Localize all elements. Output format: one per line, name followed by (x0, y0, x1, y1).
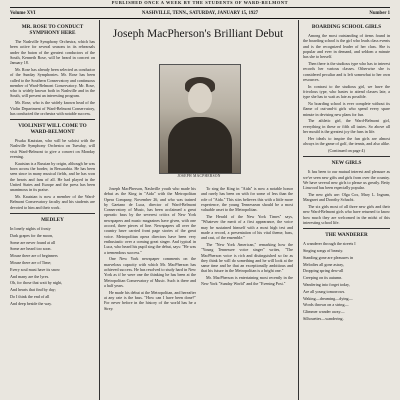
poem-line: Oh, for those that wait by night, (10, 280, 63, 286)
story-separator (303, 156, 390, 157)
masthead-bottom-rule (10, 18, 390, 19)
feature-paragraph: Mr. MacPherson is entertaining most recently in the New York "Sunday World" and the "Evening Post." (201, 275, 293, 286)
medley-headline: MEDLEY (41, 217, 64, 224)
poem-line: Mouse there are of beginners (10, 253, 58, 259)
feature-paragraph: Joseph MacPherson, Nashville youth who made his debut as the King in "Aida" with the Metropolitan Opera Company, November 26, and who was trained by Gaetano de Luca, director of Ward-Belmont Conservatory of Music, has been acclaimed a great operatic bass by the severest critics of New York newspapers and music magazines have given, with one accord, three pieces of line. Newspapers all over the country have carried front page stories of the great voice. Metropolitan opera directors have been very enthusiastic over a coming great singer. And typical in Luca, who heard his pupil sing the debut, says: "He was a tremendous success." (104, 186, 196, 255)
poem-line: Wandering into forget today, (303, 281, 350, 287)
violinist-headline: VIOLINIST WILL COME TO WARD-BELMONT (18, 123, 87, 136)
boarding-paragraph: Among the most outstanding of items found in the boarding school is the girl who leads class events and is the recognized leader of her class. She is popular and ever in demand, and seldom a minute has she to herself. (303, 33, 390, 60)
poem-line: Some are never found at all (10, 239, 56, 245)
masthead-top-rule (10, 7, 390, 8)
poem-line: Singing songs of beauty. (303, 248, 344, 253)
poem-line: Melodies all gone astray, (303, 261, 344, 267)
violinist-paragraph: Mr. Kautsian is now a member of the Ward-Belmont Conservatory faculty and his students are devoted to him and their work. (10, 194, 95, 210)
poem-line: Mouse there are of Time; (10, 260, 52, 265)
column-divider-right (298, 20, 299, 400)
boarding-headline: BOARDING SCHOOL GIRLS (311, 24, 382, 30)
poem-line: And many are the lyres. (10, 273, 50, 279)
column-divider-left (99, 20, 100, 400)
poem-line: In lonely nights of frosty (10, 226, 51, 232)
rose-paragraph: The Nashville Symphony Orchestra, which has been active for several seasons in its rehearsals under the baton of the greatest conductors of the South, Kenneth Rose, will be heard in concert on January 18. (10, 39, 95, 66)
violinist-paragraph: Pisaka Kautsian, who will be soloist with the Nashville Symphony Orchestra on Tuesday, will visit Ward-Belmont to give a concert on Monday evening. (10, 138, 95, 160)
boarding-paragraph: Her ideals to inspire the fun girls are almost always in the game of golf, the tennis, and also alike. (303, 135, 390, 147)
left-column (10, 22, 95, 400)
poem-line: Do I think the end of all (10, 293, 50, 299)
poem-line: A wanderer through the streets I (303, 241, 356, 247)
continued-note: (Continued on page 4) (328, 147, 365, 153)
boarding-paragraph: No boarding school is ever complete without its flame of out-and-it girls who spend every spare minute in devising new plans for fun. (303, 101, 390, 117)
rose-paragraph: Mr. Rose has already been selected as conductor of the Sunday Symphonies. Mr. Rose has been called to the Southern Conservatory and continuous member of Ward-Belmont Conservatory. Mr. Rose, who is widely known both in Nashville and in the South, will present an interesting program. (10, 66, 95, 99)
feature-paragraph: He made his debut at the Metropolitan, and hereafter at any rate is the bass. "How can I have been done?" For never before in the history of the world has he a Sirey. (104, 289, 196, 311)
poem-line: And hearts that find by day; (10, 287, 56, 293)
feature-paragraph: The "New York American," remarking how the "Young Tennessee voice singer" writes, "The MacPherson voice is rich and distinguished so far as they think he will do something and he will look at the same time and he that an exceptionally ambitious and that his future in the Metropolitan is a bright one." (201, 241, 293, 274)
portrait-photo (159, 64, 241, 174)
poem-line: And deep beside the way. (10, 300, 52, 306)
new-girls-headline: NEW GIRLS (331, 160, 362, 167)
violinist-paragraph: Kautsian is a Russian by origin, although he was born across the border, in Bessarabia. He has been seen since in many musical fields, and he has won the hearts and fans of all. He had played in the United States and Europe and the press has been unanimous in its praise. (10, 160, 95, 193)
boarding-paragraph: The athletic girl, the Ward-Belmont girl, everything in these or fifth all tastes. So above all her mould is the greatest joy the funs in life. (303, 118, 390, 135)
rose-paragraph: Mr. Rose, who is the widely known head of the Violin Department of Ward-Belmont Conservatory, has conducted the orchestra with notable success. (10, 100, 95, 116)
feature-paragraph: The Herald of the New York Times" says, "Whatever the merit of a first appearance, the voice may be sustained himself with a most high test and made a record, a presentation of his vital theme, bass, and cast, of the ensemble." (201, 213, 293, 241)
dateline: NASHVILLE, TENN., SATURDAY, JANUARY 15, 1927 (141, 11, 259, 16)
poem-line: Some are heard too soon. (10, 246, 52, 252)
boarding-paragraph: In contrast to the studious girl, we have the frivolous type, who hastes to attend classes late, a type she has to wait as late as possible. (303, 83, 390, 100)
poem-line: Dark grapes for the moon, (10, 232, 54, 238)
feature-column-1 (104, 186, 196, 398)
new-girls-paragraph: The new girls are: Olga Cox, Mary L. Ingram, Margaret and Dorothy Schacht. (303, 191, 390, 203)
new-girls-paragraph: The six girls most of all three new girls and their new Ward-Belmont girls who have returned to know how much they are welcomed in the midst of this interesting school life. (303, 204, 390, 225)
poem-line: Are all young tomorrows. (303, 288, 346, 294)
poem-line: Dropping spring dew-all (303, 268, 344, 274)
story-separator (10, 213, 95, 214)
feature-paragraph: One New York newspaper comments on the marvelous capacity with which Mr. MacPherson has achieved success. He has resolved to study hard in New York as if he were one the thinking he has been at the Metropolitan Conservatory of Music. Such is there and a half years. (104, 256, 196, 288)
boarding-paragraph: Then there is the studious type who has to interest records her various classes. Otherwise she is considered peculiar and is left somewhat to her own resources. (303, 60, 390, 82)
poem-line: Silhouettes—wandering. (303, 315, 344, 321)
poem-line: Every soul must have its snow (10, 266, 60, 272)
poem-line: Waking—dreaming—dying— (303, 295, 353, 301)
poem-line: Creeping on its autumn. (303, 275, 343, 281)
issue-number: Number 1 (369, 11, 390, 16)
volume-label: Volume XVI (10, 11, 36, 16)
story-separator (10, 119, 95, 120)
feature-paragraph: To sing the King in "Aida" is now a notable honor and rarely has been on with for some of less than the role of "Aida." This stirs believes this with a little more experience, the young Tennessean should be a most valuable asset to the Metropolitan. (201, 186, 293, 213)
poem-line: Words thrown on a string— (303, 302, 349, 308)
right-column (303, 22, 390, 400)
portrait-face (188, 83, 212, 113)
story-separator (303, 228, 390, 229)
feature-headline: Joseph MacPherson's Brilliant Debut (112, 28, 284, 40)
rose-headline: MR. ROSE TO CONDUCT SYMPHONY HERE (21, 24, 84, 36)
portrait-coat (168, 117, 232, 173)
wanderer-headline: THE WANDERER (325, 232, 368, 239)
new-girls-paragraph: It has been to our mutual interest and pleasure as we've seen new gifts and girls from over the country. We have several new girls to please us greatly. Betty Linwood has been especially popular. (303, 169, 390, 191)
poem-line: Standing gone are pleasures in (303, 254, 354, 260)
photo-caption: JOSEPH MACPHERSON (177, 174, 221, 178)
masthead-publisher-line: PUBLISHED ONCE A WEEK BY THE STUDENTS OF WARD-BELMONT (111, 0, 289, 5)
poem-line: Glimmer wander away— (303, 309, 345, 315)
feature-column-2 (201, 186, 293, 398)
